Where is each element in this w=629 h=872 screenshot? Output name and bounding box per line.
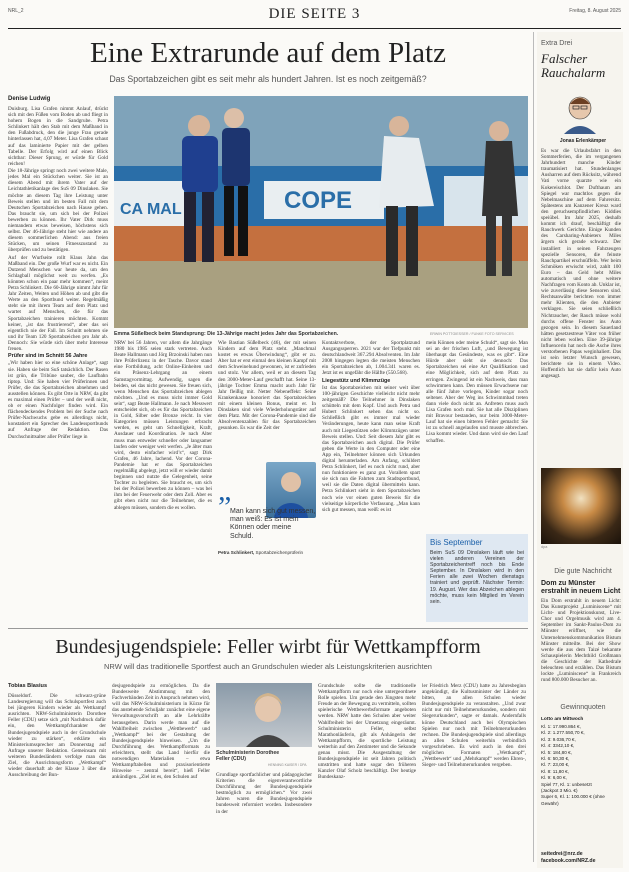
main-author: Denise Ludwig bbox=[8, 96, 51, 102]
page-title: DIE SEITE 3 bbox=[268, 6, 361, 22]
svg-text:COPE: COPE bbox=[284, 187, 353, 214]
pull-quote-text: Man kann sich gut messen, man weiß: Es ist mein Können oder meine Schuld. bbox=[230, 508, 316, 540]
sidebar-divider bbox=[533, 32, 534, 862]
main-col1 bbox=[8, 106, 108, 550]
page-date: Freitag, 8. August 2025 bbox=[569, 8, 621, 14]
lotto-subheading: Lotto am Mittwoch bbox=[541, 717, 584, 722]
section-code: NRL_2 bbox=[8, 8, 24, 14]
minister-portrait-icon bbox=[216, 683, 312, 747]
author-illustration-icon bbox=[560, 92, 600, 134]
lotto-row: Kl. 6: 50,30 €, bbox=[541, 756, 570, 762]
main-subheadline: Das Sportabzeichen gibt es seit mehr als hundert Jahren. Ist es noch zeitgemäß? bbox=[109, 74, 427, 84]
main-col4-p1: Kontaktverbote, der Sportplatzund Ausgangssperren. 2021 war der Tiefpunkt mit deutschlandweit 367.294 Absolventen. Im Jahr 2008 hingegen legten die meisten Menschen ein Sportabzeichen ab, 1.004.341 waren es. Jetzt ist es ungefähr die Hälfte (550.568). bbox=[322, 340, 420, 377]
contact-email[interactable]: seitedrei@nrz.de bbox=[541, 851, 583, 857]
lotto-row: Kl. 5: 184,80 €, bbox=[541, 749, 572, 755]
main-col1-p2: Die 18-Jährige springt noch zwei weitere Male, jedes Mal ein Stückchen weiter. Sie ist an diesem Abend mit ihrem Vater auf der Leichtathletikanlage des SuS 09 Dinslaken. Sie möchte an diesem Tag ihre Leistung unter Beweis stellen und im besten Fall mit dem Deutschen Sportabzeichen nach Hause gehen. Das braucht sie, um sich bei der Polizei bewerben zu können. Ihr Vater Dirk muss niemandem etwas beweisen, höchstens sich selbst. Der 46-Jährige steht hier wie andere an diesem sommerlichen Abend: aus freien Stücken, um seinen Fitnesszustand zu überprüfen und zu bestätigen. bbox=[8, 168, 108, 254]
main-col3: Wie Bastian Süßelbeck (46), der mit seinen Kindern auf dem Platz steht. „Manchmal kostet es etwas Überwindung“, gibt er zu. Aber hat er erst einmal den kleinen Kampf mit dem Schweinehund gewonnen, ist er zufrieden und stolz. Vor allem, weil er an diesem Tag den 3000-Meter-Lauf geschafft hat. Seine 13-jährige Tochter Emma macht auch Jahr für Jahr fleißig mit. Netter Nebeneffekt: Seine Krankenkasse honoriert das Sportabzeichen mit einem kleinen Bonus, meint er. In Dinslaken sind viele Wiederholungstäter auf dem Platz. Mit der Corona-Pandemie sind die Absolventenzahlen für das Sportabzeichen gesunken. Es war die Zeit der bbox=[218, 340, 316, 432]
main-headline: Eine Extrarunde auf dem Platz bbox=[90, 37, 446, 69]
main-col1-intro: Duisburg. Lisa Grafen nimmt Anlauf, drückt sich mit den Füßen vom Boden ab und fliegt in hohem Bogen in die Sandgrube. Petra Schlinkert hält den Stab mit dem Maßband in den Fußabdruck, den die junge Frau gerade hinterlassen hat, 4,07 Meter. Lisa Grafen schaut auf das laminierte Papier mit der gelben Tabelle. Der Erfolg wird auf einen Blick sichtbar: Dieser Sprung, er würde für Gold reichen! bbox=[8, 106, 108, 167]
second-col2: desjugendspiele zu ermöglichen. Da die Bundesweite Abstimmung mit den Fachverbänden Zeit in Anspruch nehmen wird, will das NRW-Schulministerium in Kürze für das anstehende Schuljahr zunächst eine eigene Verwaltungsvorschrift an alle Lehrkräfte herausgeben. Darin werde man auf die Wahlfreiheit zwischen „Wettbewerb“ und „Wettkampf“ bei der Gestaltung der Bundesjugendspiele hinweisen. „Um die Durchführung des Wettkampfformats zu erleichtern, stellt das Land hierfür die notwendigen Materialien – etwa Wettkampftabellen und praxisorientierte Hinweise – zentral bereit“, hieß Feller ankündigen. „Ziel ist es, den Schulen auf bbox=[112, 683, 210, 781]
lotto-row: Kl. 1: 17.990.864 €, bbox=[541, 724, 581, 729]
main-col1-subhead: Prüfer sind im Schnitt 56 Jahre bbox=[8, 353, 88, 360]
info-box-title: Bis September bbox=[430, 538, 483, 547]
athletics-scene-illustration bbox=[114, 96, 528, 328]
quote-author: Petra Schlinkert, bbox=[218, 550, 255, 555]
main-photo-caption: Emma Süßelbeck beim Standsprung: Die 13-Jährige macht jedes Jahr das Sportabzeichen. bbox=[114, 331, 339, 337]
good-news-text: Ein Dom erstrahlt in neuem Licht: Das Kunstprojekt „Luminiscene“ mit Licht- und Projektionskunst, Live-Chor und Orgelmusik wird am 4. September im Sankt-Paulus-Dom zu Münster eröffnet, wie die Unternehmenskommunikation Bistum Münster mitteilte. Bei der Show werde die aus dem Taizé bekannte Schauspielerin Mechthild Großmann die Geschichte der Kathedrale beleuchten und erzählen. Das Bistum lockte „Luminiscene“ in Frankreich rund 800.000 Besucher an. bbox=[541, 598, 621, 684]
sidebar-photo-credit: dpa bbox=[541, 545, 548, 549]
quote-mark: „ bbox=[218, 474, 232, 507]
good-news-label: Die gute Nachricht bbox=[554, 568, 612, 575]
main-photo bbox=[114, 96, 528, 328]
lotto-row: Spiel 77, Kl. 1: unbesetzt bbox=[541, 781, 592, 787]
info-box-text: Beim SuS 09 Dinslaken läuft wie bei vielen anderen Vereinen der Sportabzeichentreff noch bis Ende September. In Dinslaken wird in den Ferien alle zwei Wochen dienstags trainiert und geprüft. Nächster Termin: 19. August. Wer das Abzeichen ablegen möchte, muss kein Mitglied im Verein sein. bbox=[430, 550, 524, 605]
sidebar-label: Extra Drei bbox=[541, 40, 573, 47]
lotto-row: Kl. 8: 11,80 €, bbox=[541, 768, 570, 774]
contact-facebook[interactable]: facebook.com/NRZ.de bbox=[541, 858, 596, 864]
second-col3: Grundlage sportfachlicher und pädagogischer Kriterien die eigenverantwortliche Durchführung der Bundesjugendspiele bestmöglich zu ermöglichen.“ Vor zwei Jahren waren die Bundesjugendspiele bundesweit reformiert worden. Insbesondere in der bbox=[216, 772, 312, 815]
main-col4 bbox=[322, 340, 420, 550]
second-subheadline: NRW will das traditionelle Sportfest auch an Grundschulen wieder als Leistungskriterien ausrichten bbox=[104, 662, 432, 671]
lotto-row: Kl. 2: 1.277.550,70 €, bbox=[541, 730, 585, 736]
main-photo-credit: ERWIN POTTGIESSER / FUNKE FOTO SERVICES bbox=[430, 332, 514, 336]
pull-quote-box bbox=[218, 462, 316, 555]
lotto-list bbox=[541, 724, 623, 807]
sidebar-title: Falscher Rauchalarm bbox=[541, 51, 606, 80]
lotto-row: Kl. 7: 23,00 €, bbox=[541, 762, 570, 768]
second-col1: Düsseldorf. Die schwarz-grüne Landesregierung will das Schulsportfest auch bei jüngeren Kindern wieder als Wettkampf ausrichten. NRW-Schulministerin Dorothee Feller (CDU) setze sich „mit Nachdruck dafür ein, den Wettkampfcharakter der Bundesjugendspiele auch in der Grundschule wieder zu stärken“, erklärte ein Ministeriumssprecher am Donnerstag auf Anfrage unserer Redaktion. Gemeinsam mit weiteren Bundesländern verfolge man das Ziel, die Ausrichtungsform „Wettkampf“ wieder dauerhaft ab der Klasse 3 über die Ausschreibung der Bun- bbox=[8, 693, 106, 779]
second-headline: Bundesjugendspiele: Feller wirbt für Wettkampfform bbox=[55, 636, 481, 658]
second-author: Tobias Blasius bbox=[8, 683, 48, 689]
lotto-row: Kl. 3: 9.036,70 €, bbox=[541, 736, 576, 742]
masthead-rule bbox=[8, 28, 621, 29]
lotto-row: Kl. 9: 6,00 €, bbox=[541, 775, 567, 781]
main-col5: mein Können oder meine Schuld“, sagt sie. Man sei an der frischen Luft, „und Bewegung ist überhaupt das Gesündeste, was es gibt“. Eine Hürde aber sieht sie dennoch: Das Sportabzeichen sei eine Art Qualifikation und eine Möglichkeit, sich auf dem Platz zu erringen. Zwingend ist ein Nachweis, dass man schwimmen kann. Den müssen Erwachsene nur alle fünf Jahre vorlegen, Kinder sogar noch seltener. Aber der Weg ins Schwimmbad treten dann viele doch nicht an. Anfreten muss auch Lisa Grafen noch mal. Sie hat alle Disziplinen mit Bravour bestanden, nur beim 3000-Meter-Lauf hat sie einen bitteren Fehler gemacht: Sie ist zu schnell angelaufen und musste abbrechen. Lisa kommt wieder. Und dann wird sie den Lauf schaffen. bbox=[426, 340, 528, 444]
main-col1-p4: „Wir haben hier so eine schöne Anlage“, sagt sie. Haben sie beim SuS tatsächlich. Der Rasen ist grün, die Tribüne sauber, die Laufbahn tiptop. Und: Sie haben vier Prüferinnen und Prüfer, die das Sportabzeichen abnehmen und ausstellen können. Es gibt Orte in NRW, da gibt es maximal einen Prüfer – und der weiß nicht, ob er einen Nachfolger finden wird. Ein flächendeckendes Problem bei der Suche nach Prüfer-Nachwuchs gebe es allerdings nicht, konstatiert ein Sprecher des Landessportbunds auf Anfrage der Redaktion. Das Durchschnittsalter aller Prüfer liege in bbox=[8, 360, 108, 440]
second-col5: ler Friedrich Merz (CDU) hatte zu Jahresbeginn angekündigt, die Kultusminister der Länder zu bitten, an allen Schulen wieder Bundesjugendspiele zu veranstalten. „Und zwar nicht nur mit Teilnehmerurkunden, sondern mit Siegerurkunden“, sagte er damals. Andernfalls könne Deutschland auch bei Olympischen Spielen nur noch mit Teilnehmerurkunden rechnen. Die Bundesjugendspiele sind allerdings an allen Schulen weiterhin verbindlich vorgeschrieben. Es wird auch in den drei möglichen Formaten „Wettkampf“, „Wettbewerb“ und „Mehrkampf“ werden Ehren-, Sieger- und Teilnehmerurkunden vergeben. bbox=[422, 683, 526, 769]
main-col4-p2: Ist das Sportabzeichen mit seiner weit über 100-jährigen Geschichte vielleicht nicht mehr zeitgemäß? Die Teilnehmer in Dinslaken schütteln mit dem Kopf. Und auch Petra und Hubert Schlinkert sehen das nicht so. Schließlich gibt es immer mal wieder Veränderungen, heute kann man seine Kraft auch mit Liegestützen oder Klimmzügen unter Beweis stellen. Und: Seit diesem Jahr gibt es das Sportabzeichen auch digital. Die Prüfer geben die Werte in den Computer oder eine App ein, Teilnehmer können sich Urkunden digital herunterladen. Am Anfang, schildert Petra Schlinkert, lief es noch nicht rund, aber nun funktioniere es ganz gut. Vorallem spart sie sich nun die Fahrten zum Stadtsportbund, weil sie die Daten digital übermitteln kann. Petra Schlinkert sieht in dem Sportabzeichen noch wie vor einen guten Beweis für die vielseitige körperliche Verfassung. „Man kann sich gut messen, man weiß: es ist bbox=[322, 384, 420, 513]
sidebar-photo bbox=[541, 468, 621, 544]
second-photo-caption: Schulministerin Dorothee Feller (CDU) bbox=[216, 750, 280, 762]
lotto-row: (Jackpot 3 Mio. €) bbox=[541, 788, 578, 794]
svg-text:CA MAL: CA MAL bbox=[120, 201, 182, 218]
second-photo-credit: HENNING KAISER / DPA bbox=[268, 763, 307, 767]
good-news-title: Dom zu Münster erstrahlt in neuem Licht bbox=[541, 580, 621, 595]
main-col4-subhead: Liegestütz und Klimmzüge bbox=[322, 377, 391, 384]
lotto-row: Super 6, Kl. 1: 100.000 € (ohne Gewähr) bbox=[541, 794, 605, 806]
main-col2: NRW bei 56 Jahren, vor allem die Jahrgänge 1980 bis 1985 seien stark vertreten. Auch Beate Hallmann und Jörg Brzoinski haben nun ihre Prüferlizenz in der Tasche. Davor stand eine Fortbildung, acht Online-Einheiten und ein Präsenz-Lehrgang an einem Samstagvormittag. Aufwendig, sagen die beiden, sei das nicht gewesen. Sie freuen sich, wenn Menschen das Sportabzeichen ablegen möchten. „Und es muss nicht immer Gold sein“, sagt Beate Hallmann. Je nach Messwert entscheidet sich, ob es für das Sportabzeichen in Gold, Silber oder Bronze reicht. In vier Kategorien müssen Leistungen erbracht werden, es geht um Schnelligkeit, Kraft, Ausdauer und Koordination. Je nach Alter muss man entweder schneller oder langsamer laufen oder weniger weit werfen. „Je älter man wird, desto einfacher wird’s“, sagt Dirk Grafen, 46 Jahre, lachend. Vor der Corona-Pandemie hat er das Sportabzeichen regelmäßig abgelegt, jetzt will er wieder damit beginnen und nutzte die Gelegenheit, seine Tochter zu begleiten. Sie braucht es, um sich bei der Polizei bewerben zu können – was bei ihm bei der Feuerwehr oder dem Zoll. Aber es gibt eben nicht nur die Teilnehmer, die es ablegen müssen, sondern die es wollen. bbox=[114, 340, 212, 511]
lotto-row: Kl. 4: 3342,10 €, bbox=[541, 743, 575, 749]
sidebar-text: Es war die Urlaubsfahrt in den Sommerferien, die im vergangenen Jahrhundert manche Kinder traumatisiert hat. Stundenlanges Ausharren auf dem Rücksitz, während Vati vorne quarzte wie ein Kokereischlot. Der Dufthaum am Spiegel war machtlos gegen die Nebelmaschine auf dem Fahrersitz. Spätestens am Kanzener Kreuz ward den geruchsempfindlichen Kiddies speiübel. Im Jahr 2025, deshalb kommt ich drauf, beschäftigt die Rauchwerk Gerichte. Einige Kunden des Carsharing-Anbieters Miles ärgern sich gerade schwarz. Der installiert in seinen Fahrzeugen spezielle Sensoren, die feinste Rauchpartikel erschnüffeln. Wer beim Schmöken erwischt wird, zahlt 100 Euro – das Geld hebt Miles automatisch und ohne weitere Nachfragen vom Konto ab. Unklar ist, wie zuverlässig diese Sensoren sind. Rechtsanwälte berichten von immer mehr Klienten, die den Anbieter verklagen. Sie seien schließlich Nichtraucher, der Rauch müsse wohl durchs offene Fenster ins Auto gezogen sein. In diesem Sauerland hätten gesetzestreue Väter von früher nicht leben wollen. Eine 39-jährige Influencerin hat noch die Asche ihres verstorbenen Papas weginhaliert. Das ist sein letzter Wunsch gewesen, berichtete sie in einem Video. Hoffentlich hat sie dafür kein Auto angesagt. bbox=[541, 148, 621, 380]
main-col1-p3: Auf der Wurfseite rollt Klaus Jahn das Maßband ein. Der große Wurf war es nicht. Ein Dutzend Menschen war heute da, um den Schlagball möglichst weit zu werfen. „Es könnten schon ein paar mehr kommen“, meint Petra Schlinkert. Die 60-Jährige nimmt Jahr für Jahr Zeiten, Weiten und Höhen ab und gibt die Werte an den Sportbund weiter. Regelmäßig steht sie mit ihrem Team auf dem Platz und wartet auf Menschen, die für das Sportabzeichen trainieren möchten. Kommt keiner, „ist das frustrierend“, aber das sei eigentlich nie der Fall. Im Schnitt nehmen sie und ihr Team 120 Sportabzeichen pro Jahr ab. Dennoch: Sie würde sich über mehr Interesse freuen. bbox=[8, 254, 108, 353]
sidebar-author: Jonas Erlenkämper bbox=[559, 138, 607, 144]
second-photo bbox=[216, 683, 312, 747]
lotto-heading: Gewinnquoten bbox=[560, 704, 606, 711]
quote-attribution bbox=[218, 550, 303, 555]
article-divider bbox=[8, 628, 528, 629]
sidebar-author-photo bbox=[560, 92, 600, 134]
second-col4: Grundschule sollte die traditionelle Wettkampfform nur noch eine untergeordnete Rolle spielen. Um gerade den Jüngsten mehr Freude an der Bewegung zu vermitteln, sollten spielerische Wettbewerbsformate angeboten werden. NRW hatte den Schulen aber weiter Wahlfreiheit bei der Umsetzung eingeräumt. Schulministerin Feller, selbst Marathonläuferin, gilt als Anhängerin der Wettkampfform, die sportliche Leistung weiterhin auf den Zentimeter und die Sekunde genau misst. Die Ausgestaltung der Bundesjugendspiele ist seit Jahren politisch umstritten und hatte sogar den früheren Kanzler Olaf Scholz beschäftigt. Der heutige Bundeskanz- bbox=[318, 683, 416, 781]
info-box bbox=[426, 534, 528, 622]
quote-role: Sportabzeichenprüferin bbox=[255, 550, 304, 555]
